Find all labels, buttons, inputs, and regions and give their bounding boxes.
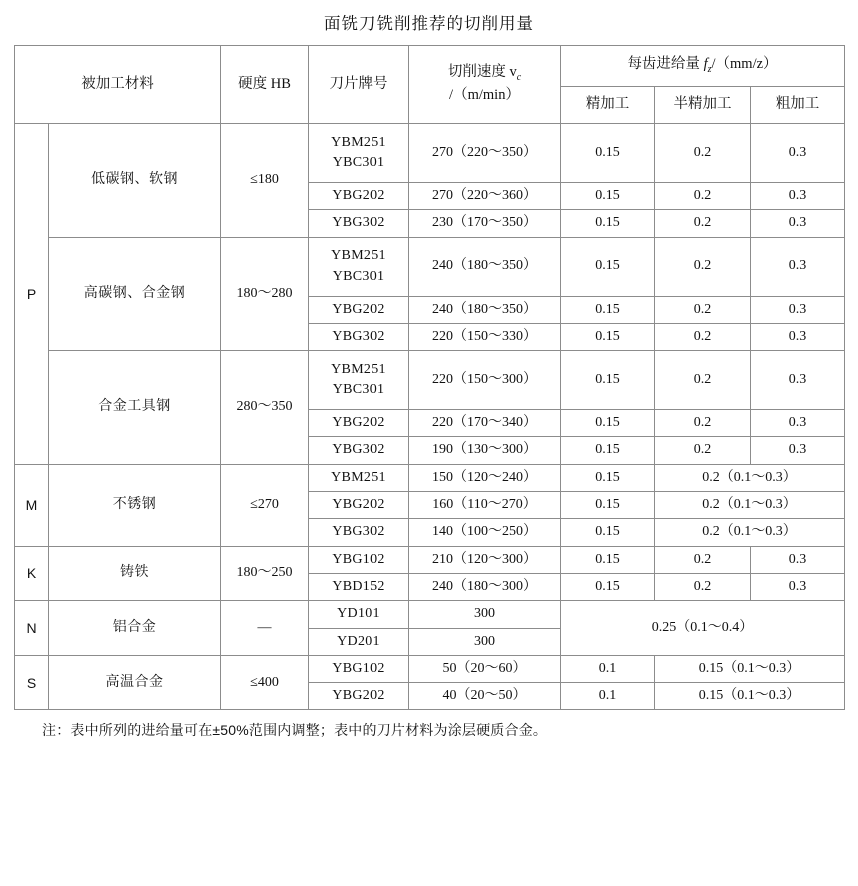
feed-rough-value: 0.3 [751, 183, 845, 210]
cutting-speed-value: 270（220～360） [409, 183, 561, 210]
cutting-speed-value: 230（170～350） [409, 210, 561, 237]
cutting-speed-value: 240（180～350） [409, 296, 561, 323]
material-name: 高碳钢、合金钢 [49, 237, 221, 351]
header-grade: 刀片牌号 [309, 46, 409, 124]
table-row [15, 124, 845, 183]
insert-grade: YBG102 [309, 546, 409, 573]
header-feed-symbol: f [703, 56, 708, 73]
feed-semi-rough-merged-value: 0.2（0.1～0.3） [655, 492, 845, 519]
material-hardness: 180～280 [221, 237, 309, 351]
feed-fine-value: 0.15 [561, 492, 655, 519]
material-name: 低碳钢、软钢 [49, 124, 221, 238]
insert-grade: YBG202 [309, 683, 409, 710]
insert-grade: YBG302 [309, 437, 409, 464]
table-row [15, 601, 845, 628]
table-row [15, 546, 845, 573]
cutting-speed-value: 140（100～250） [409, 519, 561, 546]
table-row [15, 464, 845, 491]
insert-grade: YBM251 [309, 464, 409, 491]
feed-semi-rough-merged-value: 0.15（0.1～0.3） [655, 683, 845, 710]
table-body [15, 124, 845, 710]
feed-fine-value: 0.15 [561, 519, 655, 546]
feed-semi-value: 0.2 [655, 437, 751, 464]
material-name: 不锈钢 [49, 464, 221, 546]
feed-fine-value: 0.15 [561, 573, 655, 600]
cutting-speed-value: 270（220～350） [409, 124, 561, 183]
insert-grade: YBG102 [309, 655, 409, 682]
table-row [15, 237, 845, 296]
page-title: 面铣刀铣削推荐的切削用量 [324, 15, 534, 33]
feed-fine-value: 0.15 [561, 237, 655, 296]
header-feed-semi: 半精加工 [655, 87, 751, 124]
table-row [15, 351, 845, 410]
feed-semi-value: 0.2 [655, 410, 751, 437]
feed-semi-value: 0.2 [655, 210, 751, 237]
feed-semi-value: 0.2 [655, 573, 751, 600]
cutting-speed-value: 150（120～240） [409, 464, 561, 491]
feed-fine-value: 0.15 [561, 464, 655, 491]
material-name: 合金工具钢 [49, 351, 221, 465]
feed-rough-value: 0.3 [751, 437, 845, 464]
cutting-speed-value: 240（180～300） [409, 573, 561, 600]
feed-fine-value: 0.15 [561, 323, 655, 350]
material-name: 铸铁 [49, 546, 221, 601]
insert-grade: YBG202 [309, 492, 409, 519]
material-hardness: ≤270 [221, 464, 309, 546]
material-group-code: M [15, 464, 49, 546]
cutting-speed-value: 210（120～300） [409, 546, 561, 573]
insert-grade: YBD152 [309, 573, 409, 600]
feed-fine-value: 0.1 [561, 655, 655, 682]
material-name: 高温合金 [49, 655, 221, 710]
header-speed-unit: /（m/min） [449, 87, 520, 104]
feed-all-merged-value: 0.25（0.1～0.4） [561, 601, 845, 656]
feed-rough-value: 0.3 [751, 573, 845, 600]
feed-semi-value: 0.2 [655, 237, 751, 296]
material-group-code: N [15, 601, 49, 656]
table-header-row-1 [15, 46, 845, 87]
header-material: 被加工材料 [15, 46, 221, 124]
header-feed-per-tooth [561, 46, 845, 87]
material-hardness: 280～350 [221, 351, 309, 465]
header-feed-prefix: 每齿进给量 [627, 56, 704, 73]
header-feed-unit: /（mm/z） [711, 56, 778, 73]
feed-semi-value: 0.2 [655, 546, 751, 573]
material-hardness: 180～250 [221, 546, 309, 601]
feed-fine-value: 0.15 [561, 183, 655, 210]
feed-rough-value: 0.3 [751, 296, 845, 323]
feed-fine-value: 0.15 [561, 296, 655, 323]
feed-semi-rough-merged-value: 0.2（0.1～0.3） [655, 464, 845, 491]
cutting-speed-value: 40（20～50） [409, 683, 561, 710]
insert-grade: YBG202 [309, 183, 409, 210]
feed-semi-rough-merged-value: 0.15（0.1～0.3） [655, 655, 845, 682]
insert-grade: YBG202 [309, 410, 409, 437]
material-name: 铝合金 [49, 601, 221, 656]
header-cutting-speed [409, 46, 561, 124]
insert-grade: YBG302 [309, 323, 409, 350]
feed-fine-value: 0.15 [561, 410, 655, 437]
feed-semi-value: 0.2 [655, 124, 751, 183]
feed-rough-value: 0.3 [751, 410, 845, 437]
material-hardness: — [221, 601, 309, 656]
insert-grade: YD101 [309, 601, 409, 628]
cutting-speed-value: 300 [409, 628, 561, 655]
feed-fine-value: 0.15 [561, 546, 655, 573]
cutting-speed-value: 220（150～300） [409, 351, 561, 410]
insert-grade: YBG302 [309, 210, 409, 237]
feed-fine-value: 0.1 [561, 683, 655, 710]
header-feed-rough: 粗加工 [751, 87, 845, 124]
material-group-code: S [15, 655, 49, 710]
feed-rough-value: 0.3 [751, 546, 845, 573]
insert-grade: YBG302 [309, 519, 409, 546]
table-note: 注：表中所列的进给量可在±50%范围内调整；表中的刀片材料为涂层硬质合金。 [42, 722, 548, 739]
feed-semi-value: 0.2 [655, 183, 751, 210]
header-feed-subscript: z [707, 64, 712, 76]
material-group-code: K [15, 546, 49, 601]
feed-rough-value: 0.3 [751, 237, 845, 296]
feed-rough-value: 0.3 [751, 323, 845, 350]
cutting-speed-value: 190（130～300） [409, 437, 561, 464]
material-hardness: ≤180 [221, 124, 309, 238]
cutting-speed-value: 220（170～340） [409, 410, 561, 437]
header-speed-subscript: c [516, 72, 522, 84]
feed-rough-value: 0.3 [751, 210, 845, 237]
feed-semi-rough-merged-value: 0.2（0.1～0.3） [655, 519, 845, 546]
cutting-speed-value: 300 [409, 601, 561, 628]
header-speed-text: 切削速度 v [447, 64, 517, 81]
table-row [15, 655, 845, 682]
cutting-speed-value: 160（110～270） [409, 492, 561, 519]
feed-rough-value: 0.3 [751, 124, 845, 183]
feed-rough-value: 0.3 [751, 351, 845, 410]
insert-grade: YBG202 [309, 296, 409, 323]
material-group-code: P [15, 124, 49, 465]
insert-grade: YBM251 YBC301 [309, 124, 409, 183]
insert-grade: YBM251 YBC301 [309, 351, 409, 410]
feed-semi-value: 0.2 [655, 323, 751, 350]
feed-fine-value: 0.15 [561, 210, 655, 237]
cutting-speed-value: 240（180～350） [409, 237, 561, 296]
insert-grade: YBM251 YBC301 [309, 237, 409, 296]
cutting-parameters-table [14, 45, 845, 710]
feed-fine-value: 0.15 [561, 351, 655, 410]
feed-fine-value: 0.15 [561, 124, 655, 183]
cutting-speed-value: 220（150～330） [409, 323, 561, 350]
insert-grade: YD201 [309, 628, 409, 655]
feed-semi-value: 0.2 [655, 296, 751, 323]
feed-fine-value: 0.15 [561, 437, 655, 464]
feed-semi-value: 0.2 [655, 351, 751, 410]
cutting-speed-value: 50（20～60） [409, 655, 561, 682]
material-hardness: ≤400 [221, 655, 309, 710]
header-feed-fine: 精加工 [561, 87, 655, 124]
header-hardness: 硬度 HB [221, 46, 309, 124]
